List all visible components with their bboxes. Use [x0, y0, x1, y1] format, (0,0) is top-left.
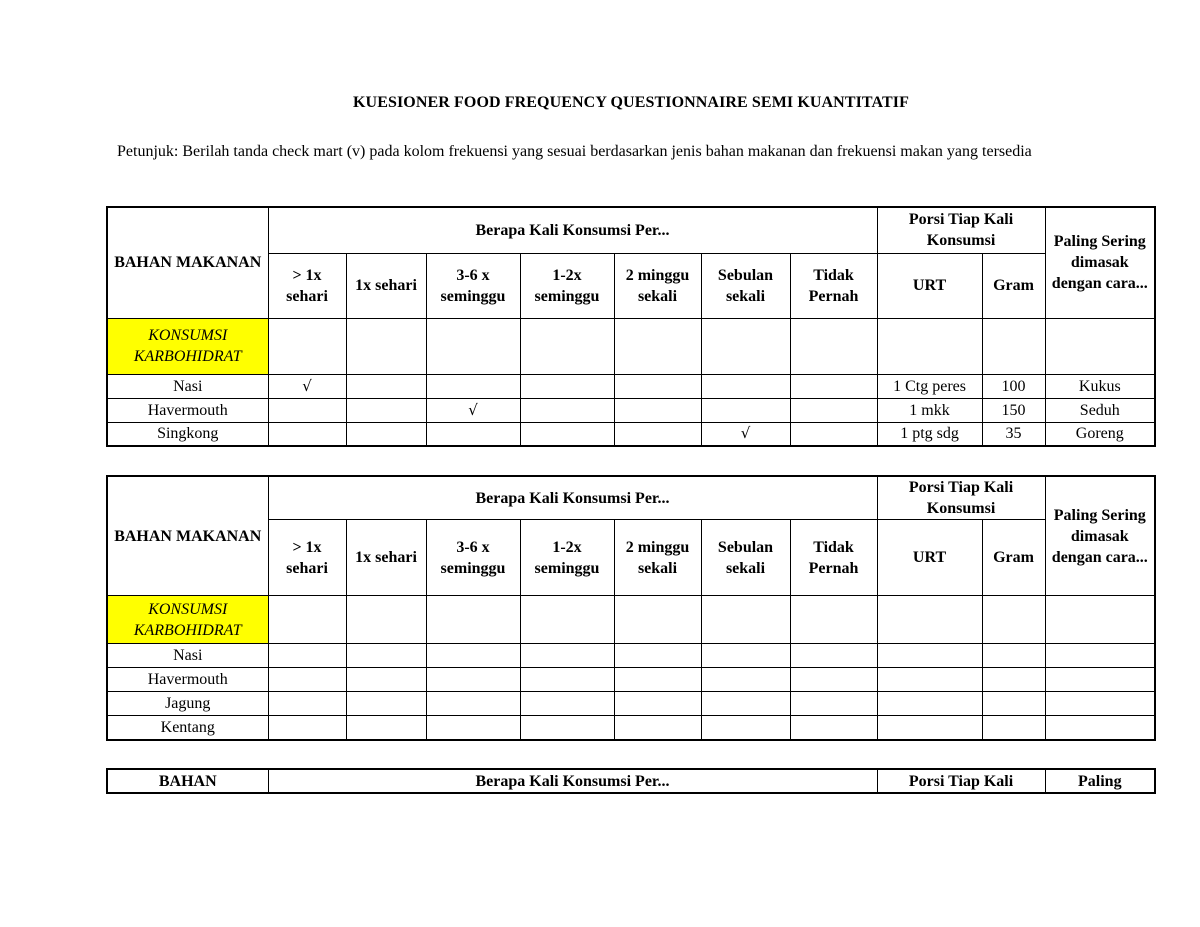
ffq-table-1 — [106, 206, 1156, 447]
cara-cell[interactable]: Seduh — [1045, 398, 1155, 422]
food-row — [107, 668, 1155, 692]
cara-cell[interactable] — [1045, 692, 1155, 716]
freq-cell[interactable] — [520, 716, 614, 740]
freq-cell[interactable] — [614, 422, 701, 446]
document-title: KUESIONER FOOD FREQUENCY QUESTIONNAIRE SEMI KUANTITATIF — [353, 94, 909, 111]
header-freq-col: Sebulan sekali — [701, 253, 790, 318]
cara-cell[interactable] — [1045, 668, 1155, 692]
header-frequency-group: Berapa Kali Konsumsi Per... — [268, 476, 877, 520]
freq-cell[interactable] — [701, 716, 790, 740]
freq-cell[interactable] — [346, 318, 426, 374]
food-name: Havermouth — [107, 668, 268, 692]
header-bahan-makanan: BAHAN — [107, 769, 268, 793]
freq-cell[interactable] — [268, 398, 346, 422]
header-gram: Gram — [982, 253, 1045, 318]
freq-cell[interactable] — [790, 398, 877, 422]
freq-cell[interactable] — [701, 374, 790, 398]
ffq-table-3 — [106, 768, 1156, 794]
header-gram: Gram — [982, 520, 1045, 596]
freq-cell[interactable] — [426, 716, 520, 740]
check-mark-icon: √ — [740, 424, 751, 443]
food-row — [107, 422, 1155, 446]
freq-cell[interactable] — [520, 668, 614, 692]
header-freq-col: 1-2x seminggu — [520, 520, 614, 596]
food-row — [107, 398, 1155, 422]
header-porsi-group: Porsi Tiap Kali Konsumsi — [877, 476, 1045, 520]
check-mark-icon: √ — [468, 400, 478, 419]
food-name: Nasi — [107, 644, 268, 668]
freq-cell[interactable] — [790, 644, 877, 668]
food-name: Jagung — [107, 692, 268, 716]
header-cara-masak: Paling Sering dimasak dengan cara... — [1045, 476, 1155, 596]
cara-cell[interactable]: Kukus — [1045, 374, 1155, 398]
freq-cell[interactable] — [614, 692, 701, 716]
freq-cell[interactable] — [520, 644, 614, 668]
gram-cell[interactable]: 100 — [982, 374, 1045, 398]
cara-cell[interactable]: Goreng — [1045, 422, 1155, 446]
food-row — [107, 692, 1155, 716]
header-cara-masak: Paling Sering dimasak dengan cara... — [1045, 207, 1155, 318]
header-freq-col: 2 minggu sekali — [614, 253, 701, 318]
freq-cell[interactable] — [520, 422, 614, 446]
ffq-table-2 — [106, 475, 1156, 741]
header-porsi-group: Porsi Tiap Kali — [877, 769, 1045, 793]
freq-cell[interactable] — [426, 596, 520, 644]
freq-cell[interactable] — [614, 318, 701, 374]
food-name: Kentang — [107, 716, 268, 740]
gram-cell[interactable] — [982, 318, 1045, 374]
freq-cell[interactable] — [790, 422, 877, 446]
freq-cell[interactable] — [701, 422, 790, 446]
food-row — [107, 644, 1155, 668]
freq-cell[interactable] — [346, 374, 426, 398]
header-freq-col: 1x sehari — [346, 253, 426, 318]
freq-cell[interactable] — [346, 716, 426, 740]
freq-cell[interactable] — [701, 668, 790, 692]
freq-cell[interactable] — [520, 374, 614, 398]
category-cell: KONSUMSI KARBOHIDRAT — [107, 318, 268, 374]
header-porsi-group: Porsi Tiap Kali Konsumsi — [877, 207, 1045, 253]
gram-cell[interactable] — [982, 596, 1045, 644]
food-row — [107, 716, 1155, 740]
freq-cell[interactable] — [346, 668, 426, 692]
urt-cell[interactable]: 1 Ctg peres — [877, 374, 982, 398]
header-freq-col: 3-6 x seminggu — [426, 520, 520, 596]
urt-cell[interactable] — [877, 692, 982, 716]
header-freq-col: 1x sehari — [346, 520, 426, 596]
freq-cell[interactable] — [701, 692, 790, 716]
food-row — [107, 374, 1155, 398]
urt-cell[interactable]: 1 mkk — [877, 398, 982, 422]
freq-cell[interactable] — [268, 374, 346, 398]
freq-cell[interactable] — [346, 692, 426, 716]
freq-cell[interactable] — [426, 318, 520, 374]
urt-cell[interactable] — [877, 596, 982, 644]
freq-cell[interactable] — [614, 644, 701, 668]
header-cara-masak: Paling — [1045, 769, 1155, 793]
urt-cell[interactable] — [877, 644, 982, 668]
header-bahan-makanan: BAHAN MAKANAN — [107, 207, 268, 318]
freq-cell[interactable] — [520, 318, 614, 374]
category-cell: KONSUMSI KARBOHIDRAT — [107, 596, 268, 644]
freq-cell[interactable] — [346, 644, 426, 668]
header-freq-col: Tidak Pernah — [790, 253, 877, 318]
freq-cell[interactable] — [346, 422, 426, 446]
header-bahan-makanan: BAHAN MAKANAN — [107, 476, 268, 596]
header-freq-col: 1-2x seminggu — [520, 253, 614, 318]
freq-cell[interactable] — [426, 644, 520, 668]
header-frequency-group: Berapa Kali Konsumsi Per... — [268, 207, 877, 253]
freq-cell[interactable] — [614, 374, 701, 398]
freq-cell[interactable] — [614, 596, 701, 644]
freq-cell[interactable] — [268, 692, 346, 716]
freq-cell[interactable] — [426, 668, 520, 692]
freq-cell[interactable] — [268, 668, 346, 692]
freq-cell[interactable] — [614, 716, 701, 740]
header-freq-col: Sebulan sekali — [701, 520, 790, 596]
freq-cell[interactable] — [790, 668, 877, 692]
freq-cell[interactable] — [268, 596, 346, 644]
freq-cell[interactable] — [614, 668, 701, 692]
freq-cell[interactable] — [268, 422, 346, 446]
check-mark-icon: √ — [302, 376, 312, 395]
header-urt: URT — [877, 253, 982, 318]
gram-cell[interactable] — [982, 668, 1045, 692]
freq-cell[interactable] — [426, 398, 520, 422]
freq-cell[interactable] — [268, 716, 346, 740]
urt-cell[interactable] — [877, 668, 982, 692]
freq-cell[interactable] — [426, 692, 520, 716]
freq-cell[interactable] — [426, 422, 520, 446]
freq-cell[interactable] — [701, 398, 790, 422]
urt-cell[interactable] — [877, 318, 982, 374]
freq-cell[interactable] — [346, 596, 426, 644]
header-freq-col: Tidak Pernah — [790, 520, 877, 596]
freq-cell[interactable] — [520, 398, 614, 422]
freq-cell[interactable] — [790, 374, 877, 398]
gram-cell[interactable] — [982, 716, 1045, 740]
freq-cell[interactable] — [701, 644, 790, 668]
header-urt: URT — [877, 520, 982, 596]
gram-cell[interactable] — [982, 692, 1045, 716]
gram-cell[interactable] — [982, 644, 1045, 668]
header-freq-col: 2 minggu sekali — [614, 520, 701, 596]
freq-cell[interactable] — [268, 318, 346, 374]
food-name: Nasi — [107, 374, 268, 398]
freq-cell[interactable] — [701, 596, 790, 644]
freq-cell[interactable] — [614, 398, 701, 422]
header-freq-col: > 1x sehari — [268, 520, 346, 596]
freq-cell[interactable] — [426, 374, 520, 398]
freq-cell[interactable] — [520, 692, 614, 716]
urt-cell[interactable]: 1 ptg sdg — [877, 422, 982, 446]
freq-cell[interactable] — [790, 596, 877, 644]
header-freq-col: 3-6 x seminggu — [426, 253, 520, 318]
cara-cell[interactable] — [1045, 716, 1155, 740]
freq-cell[interactable] — [790, 692, 877, 716]
header-freq-col: > 1x sehari — [268, 253, 346, 318]
freq-cell[interactable] — [790, 716, 877, 740]
food-name: Havermouth — [107, 398, 268, 422]
freq-cell[interactable] — [701, 318, 790, 374]
freq-cell[interactable] — [346, 398, 426, 422]
food-name: Singkong — [107, 422, 268, 446]
header-frequency-group: Berapa Kali Konsumsi Per... — [268, 769, 877, 793]
cara-cell[interactable] — [1045, 644, 1155, 668]
cara-cell[interactable] — [1045, 596, 1155, 644]
freq-cell[interactable] — [790, 318, 877, 374]
freq-cell[interactable] — [520, 596, 614, 644]
urt-cell[interactable] — [877, 716, 982, 740]
freq-cell[interactable] — [268, 644, 346, 668]
cara-cell[interactable] — [1045, 318, 1155, 374]
gram-cell[interactable]: 35 — [982, 422, 1045, 446]
instructions: Petunjuk: Berilah tanda check mart (v) pada kolom frekuensi yang sesuai berdasarkan jenis bahan makanan dan frekuensi makan yang tersedia — [117, 143, 1032, 160]
gram-cell[interactable]: 150 — [982, 398, 1045, 422]
